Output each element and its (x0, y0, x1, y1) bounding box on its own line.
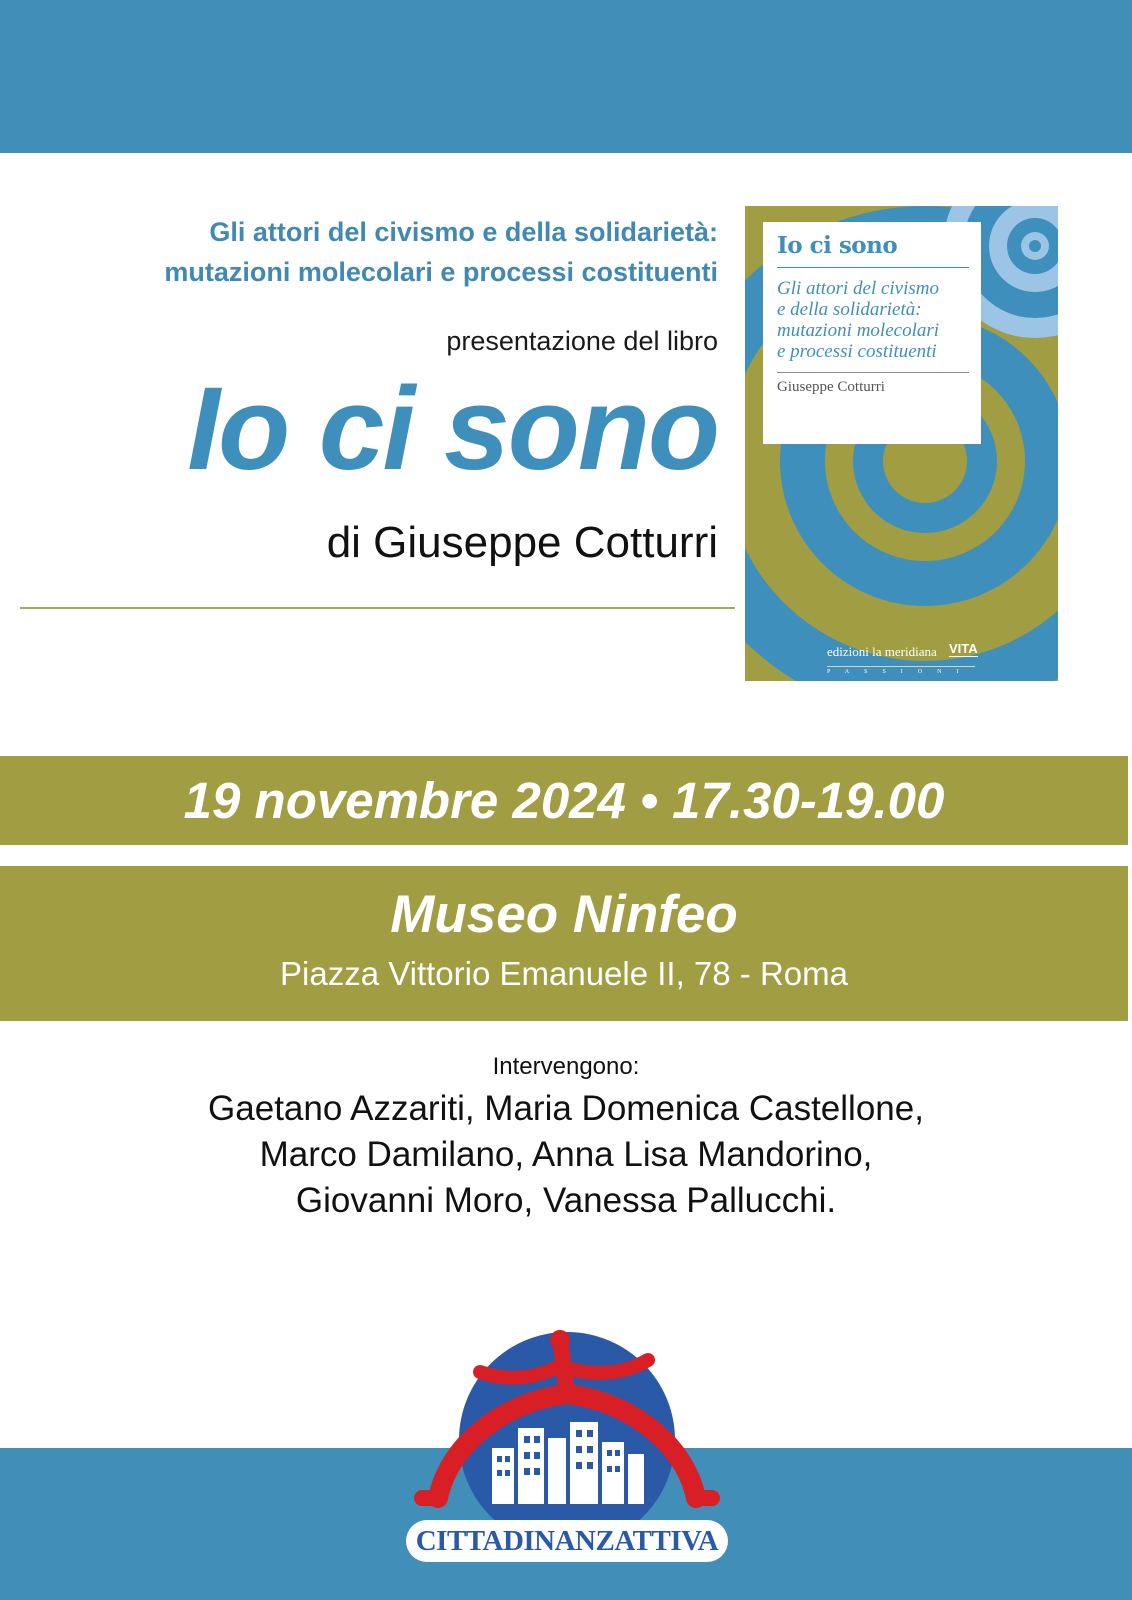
top-blue-band (0, 0, 1132, 153)
cittadinanzattiva-logo-text: CITTADINANZATTIVA (406, 1520, 728, 1562)
cover-author-rule (777, 372, 969, 373)
cover-subtitle-line-4: e processi costituenti (777, 341, 937, 362)
venue-name: Museo Ninfeo (390, 885, 738, 944)
speakers-label: Intervengono: (492, 1053, 640, 1080)
cover-title-rule (777, 267, 969, 268)
speakers-line-1: Gaetano Azzariti, Maria Domenica Castellone, (208, 1089, 924, 1128)
cover-imprint-logo: VITA (949, 641, 978, 656)
cover-subtitle (777, 278, 969, 362)
cover-publisher: edizioni la meridiana (827, 644, 937, 659)
venue-address: Piazza Vittorio Emanuele II, 78 - Roma (280, 955, 848, 992)
book-subtitle (18, 212, 718, 292)
book-author: di Giuseppe Cotturri (326, 518, 718, 567)
venue-banner (0, 866, 1128, 1021)
book-subtitle-line-2: mutazioni molecolari e processi costituenti (164, 257, 718, 287)
divider-line (20, 607, 735, 609)
book-title: Io ci sono (187, 363, 718, 495)
presentation-label: presentazione del libro (446, 326, 718, 356)
speakers-line-3: Giovanni Moro, Vanessa Pallucchi. (295, 1181, 837, 1220)
cover-title: Io ci sono (777, 232, 898, 259)
event-date-time: 19 novembre 2024 • 17.30-19.00 (183, 772, 945, 829)
cover-subtitle-line-3: mutazioni molecolari (777, 320, 940, 341)
cover-subtitle-line-1: Gli attori del civismo (777, 278, 940, 299)
speakers-list (0, 1086, 1132, 1224)
book-subtitle-line-1: Gli attori del civismo e della solidarietà: (209, 217, 718, 247)
cover-title-panel (763, 222, 981, 444)
cover-author: Giuseppe Cotturri (777, 379, 885, 395)
cover-series-name: PASSIONI (827, 666, 975, 675)
book-cover (745, 206, 1058, 681)
speakers-line-2: Marco Damilano, Anna Lisa Mandorino, (259, 1135, 873, 1174)
date-banner (0, 756, 1128, 845)
cover-subtitle-line-2: e della solidarietà: (777, 299, 922, 320)
